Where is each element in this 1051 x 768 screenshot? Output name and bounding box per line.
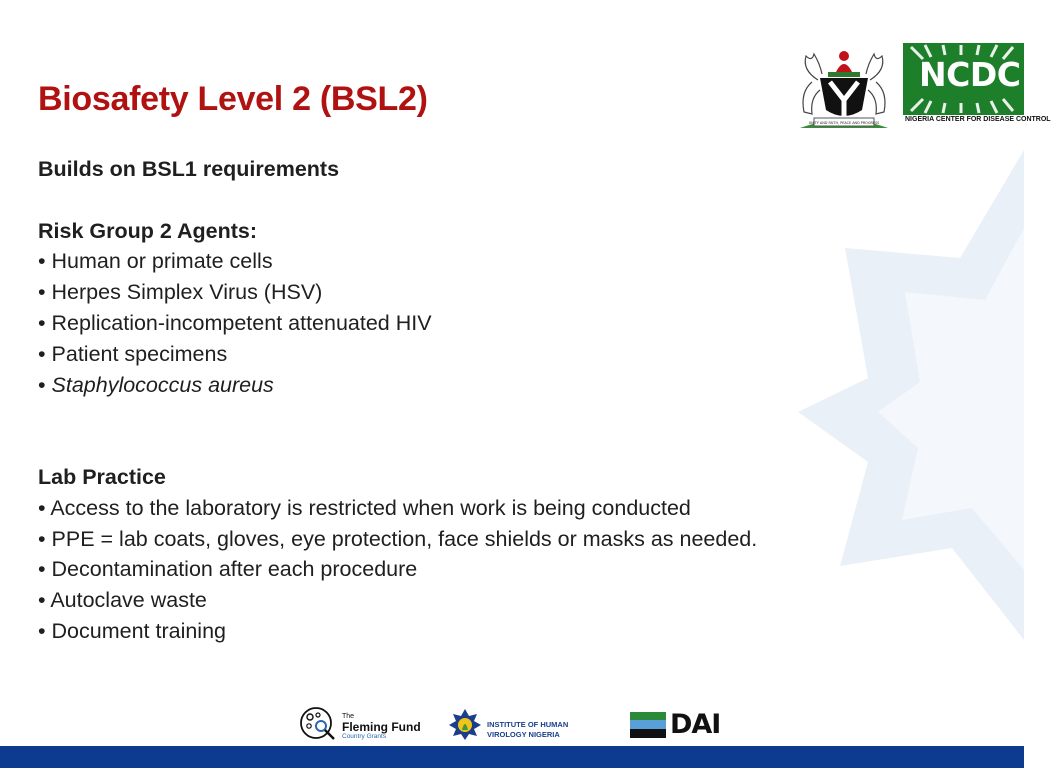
practice-item-text: PPE = lab coats, gloves, eye protection, face shields or masks as needed. [51,526,758,551]
risk-item [38,246,838,277]
intro-text: Builds on BSL1 requirements [38,157,340,181]
bullet: • [38,526,46,551]
bullet: • [38,341,46,366]
fleming-fund-text [342,712,421,742]
partner-logos [0,700,1024,746]
coat-of-arms-motto: UNITY AND FAITH, PEACE AND PROGRESS [808,121,880,125]
fleming-name: Fleming Fund [342,720,421,734]
practice-item [38,585,838,616]
risk-item-text: Herpes Simplex Virus (HSV) [51,280,323,305]
practice-item [38,493,838,524]
ncdc-logo [903,43,1051,129]
bullet: • [38,495,46,520]
ihvn-text [487,720,568,740]
risk-item [38,339,838,370]
bullet: • [38,618,46,643]
ihvn-emblem-icon [448,708,482,740]
practice-item [38,524,838,555]
risk-item-text: Replication-incompetent attenuated HIV [51,310,432,335]
practice-item [38,616,838,647]
risk-group-heading: Risk Group 2 Agents: [38,218,258,243]
fleming-fund-logo [300,706,430,742]
slide-title: Biosafety Level 2 (BSL2) [38,80,428,118]
fleming-fund-icon [300,706,338,742]
ncdc-wordmark: NCDC [919,55,1021,94]
spacer [38,185,838,216]
lab-practice-heading: Lab Practice [38,464,166,489]
practice-item [38,554,838,585]
bullet: • [38,557,46,582]
dai-wordmark: DAI [670,709,721,740]
bullet: • [38,249,46,274]
dai-logo [630,709,730,740]
risk-item [38,370,838,401]
bullet: • [38,310,46,335]
risk-item [38,308,838,339]
bullet: • [38,372,46,397]
bullet: • [38,280,46,305]
ihvn-line2: VIROLOGY NIGERIA [487,730,560,739]
practice-item-text: Access to the laboratory is restricted when work is being conducted [50,495,691,520]
footer-bar [0,746,1024,768]
practice-item-text: Autoclave waste [50,588,207,613]
risk-item [38,277,838,308]
practice-item-text: Decontamination after each procedure [51,557,418,582]
bullet: • [38,588,46,613]
fleming-subtitle: Country Grants [342,733,387,740]
practice-item-text: Document training [51,618,226,643]
risk-item-text: Staphylococcus aureus [51,372,274,397]
ncdc-tagline: NIGERIA CENTER FOR DISEASE CONTROL [905,116,1051,123]
nigeria-coat-of-arms-logo [790,42,898,130]
risk-item-text: Patient specimens [51,341,228,366]
dai-flag-icon [630,712,666,738]
slide-body [38,154,838,647]
ncdc-tagline-strip [903,115,1051,129]
ihvn-line1: INSTITUTE OF HUMAN [487,720,569,729]
ihvn-logo [448,708,588,740]
spacer [38,400,838,462]
fleming-the: The [342,713,355,720]
risk-item-text: Human or primate cells [51,249,273,274]
